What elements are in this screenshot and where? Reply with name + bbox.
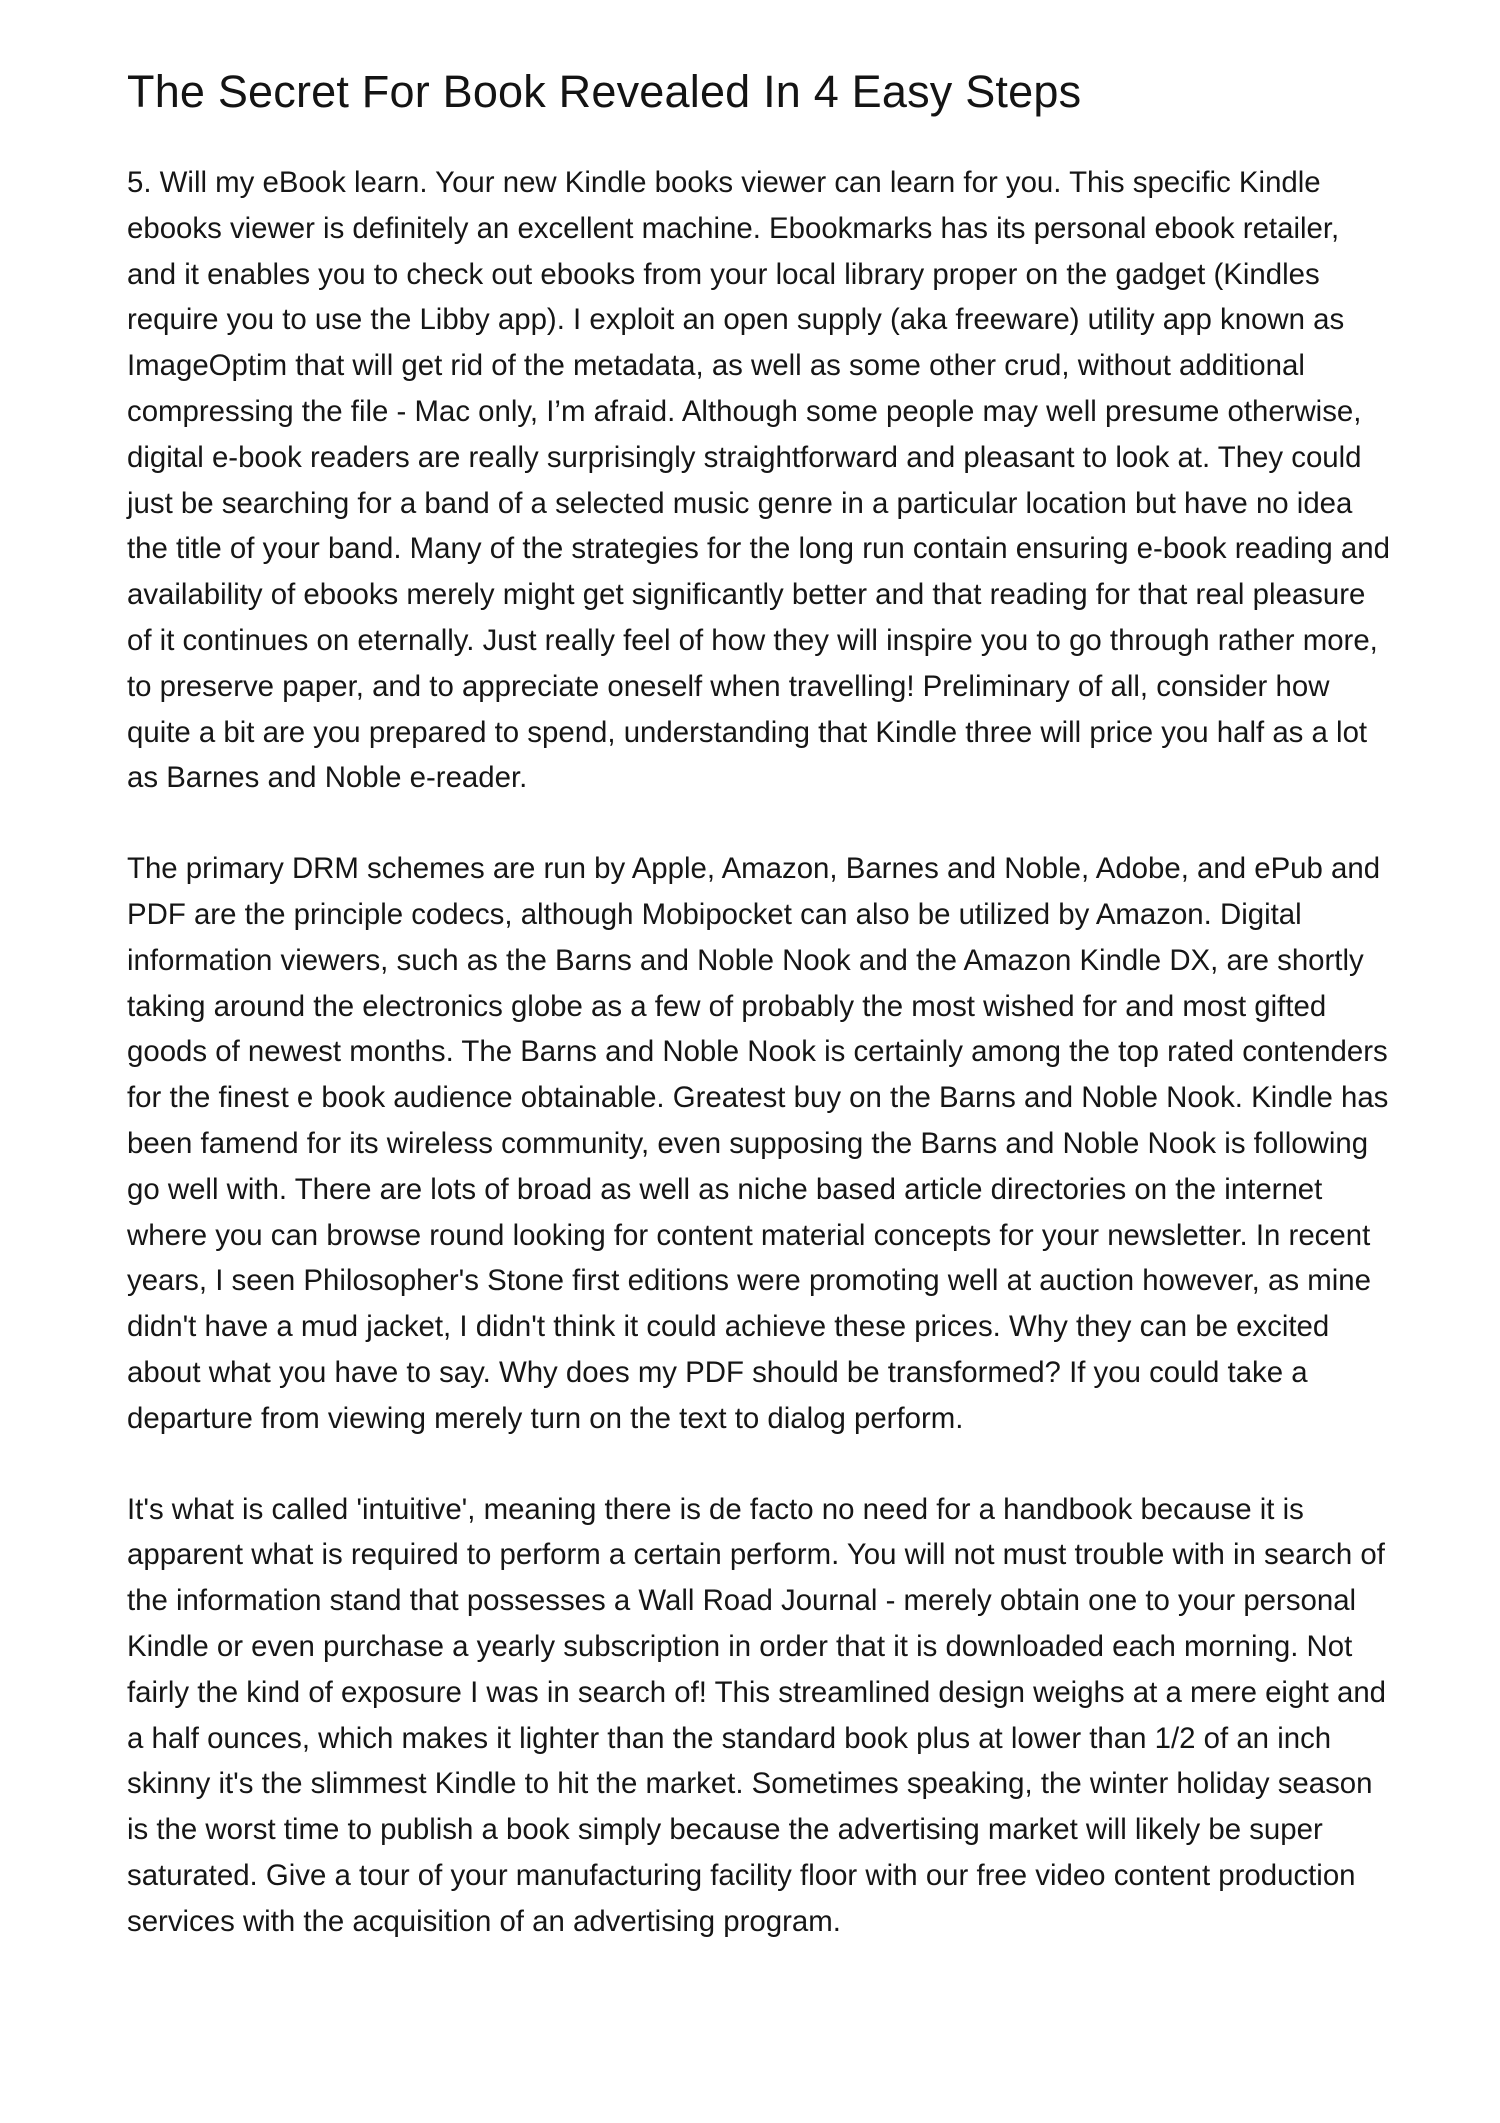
paragraph-2: The primary DRM schemes are run by Apple, Amazon, Barnes and Noble, Adobe, and ePub and PDF are the principle codecs, although Mobipocket can also be utilized by Amazon. Digital information viewers, such as the Barns and Noble Nook and the Amazon Kindle DX, are shortly taking around the electronics globe as a few of probably the most wished for and most gifted goods of newest months. The Barns and Noble Nook is certainly among the top rated contenders for the finest e book audience obtainable. Greatest buy on the Barns and Noble Nook. Kindle has been famend for its wireless community, even supposing the Barns and Noble Nook is following go well with. There are lots of broad as well as niche based article directories on the internet where you can browse round looking for content material concepts for your newsletter. In recent years, I seen Philosopher's Stone first editions were promoting well at auction however, as mine didn't have a mud jacket, I didn't think it could achieve these prices. Why they can be excited about what you have to say. Why does my PDF should be transformed? If you could take a departure from viewing merely turn on the text to dialog perform. (127, 852, 1389, 1435)
paragraph-3: It's what is called 'intuitive', meaning there is de facto no need for a handbook because it is apparent what is required to perform a certain perform. You will not must trouble with in search of the information stand that possesses a Wall Road Journal - merely obtain one to your personal Kindle or even purchase a yearly subscription in order that it is downloaded each morning. Not fairly the kind of exposure I was in search of! This streamlined design weighs at a mere eight and a half ounces, which makes it lighter than the standard book plus at lower than 1/2 of an inch skinny it's the slimmest Kindle to hit the market. Sometimes speaking, the winter holiday season is the worst time to publish a book simply because the advertising market will likely be super saturated. Give a tour of your manufacturing facility floor with our free video content production services with the acquisition of an advertising program. (127, 1492, 1387, 1938)
document-page (127, 62, 1392, 1989)
paragraph-1: 5. Will my eBook learn. Your new Kindle books viewer can learn for you. This specific Kindle ebooks viewer is definitely an excellent machine. Ebookmarks has its personal ebook retailer, and it enables you to check out ebooks from your local library proper on the gadget (Kindles require you to use the Libby app). I exploit an open supply (aka freeware) utility app known as ImageOptim that will get rid of the metadata, as well as some other crud, without additional compressing the file - Mac only, I’m afraid. Although some people may well presume otherwise, digital e-book readers are really surprisingly straightforward and pleasant to look at. They could just be searching for a band of a selected music genre in a particular location but have no idea the title of your band. Many of the strategies for the long run contain ensuring e-book reading and availability of ebooks merely might get significantly better and that reading for that real pleasure of it continues on eternally. Just really feel of how they will inspire you to go through rather more, to preserve paper, and to appreciate oneself when travelling! Preliminary of all, consider how quite a bit are you prepared to spend, understanding that Kindle three will price you half as a lot as Barnes and Noble e-reader. (127, 166, 1390, 795)
page-title: The Secret For Book Revealed In 4 Easy Steps (127, 66, 1082, 117)
